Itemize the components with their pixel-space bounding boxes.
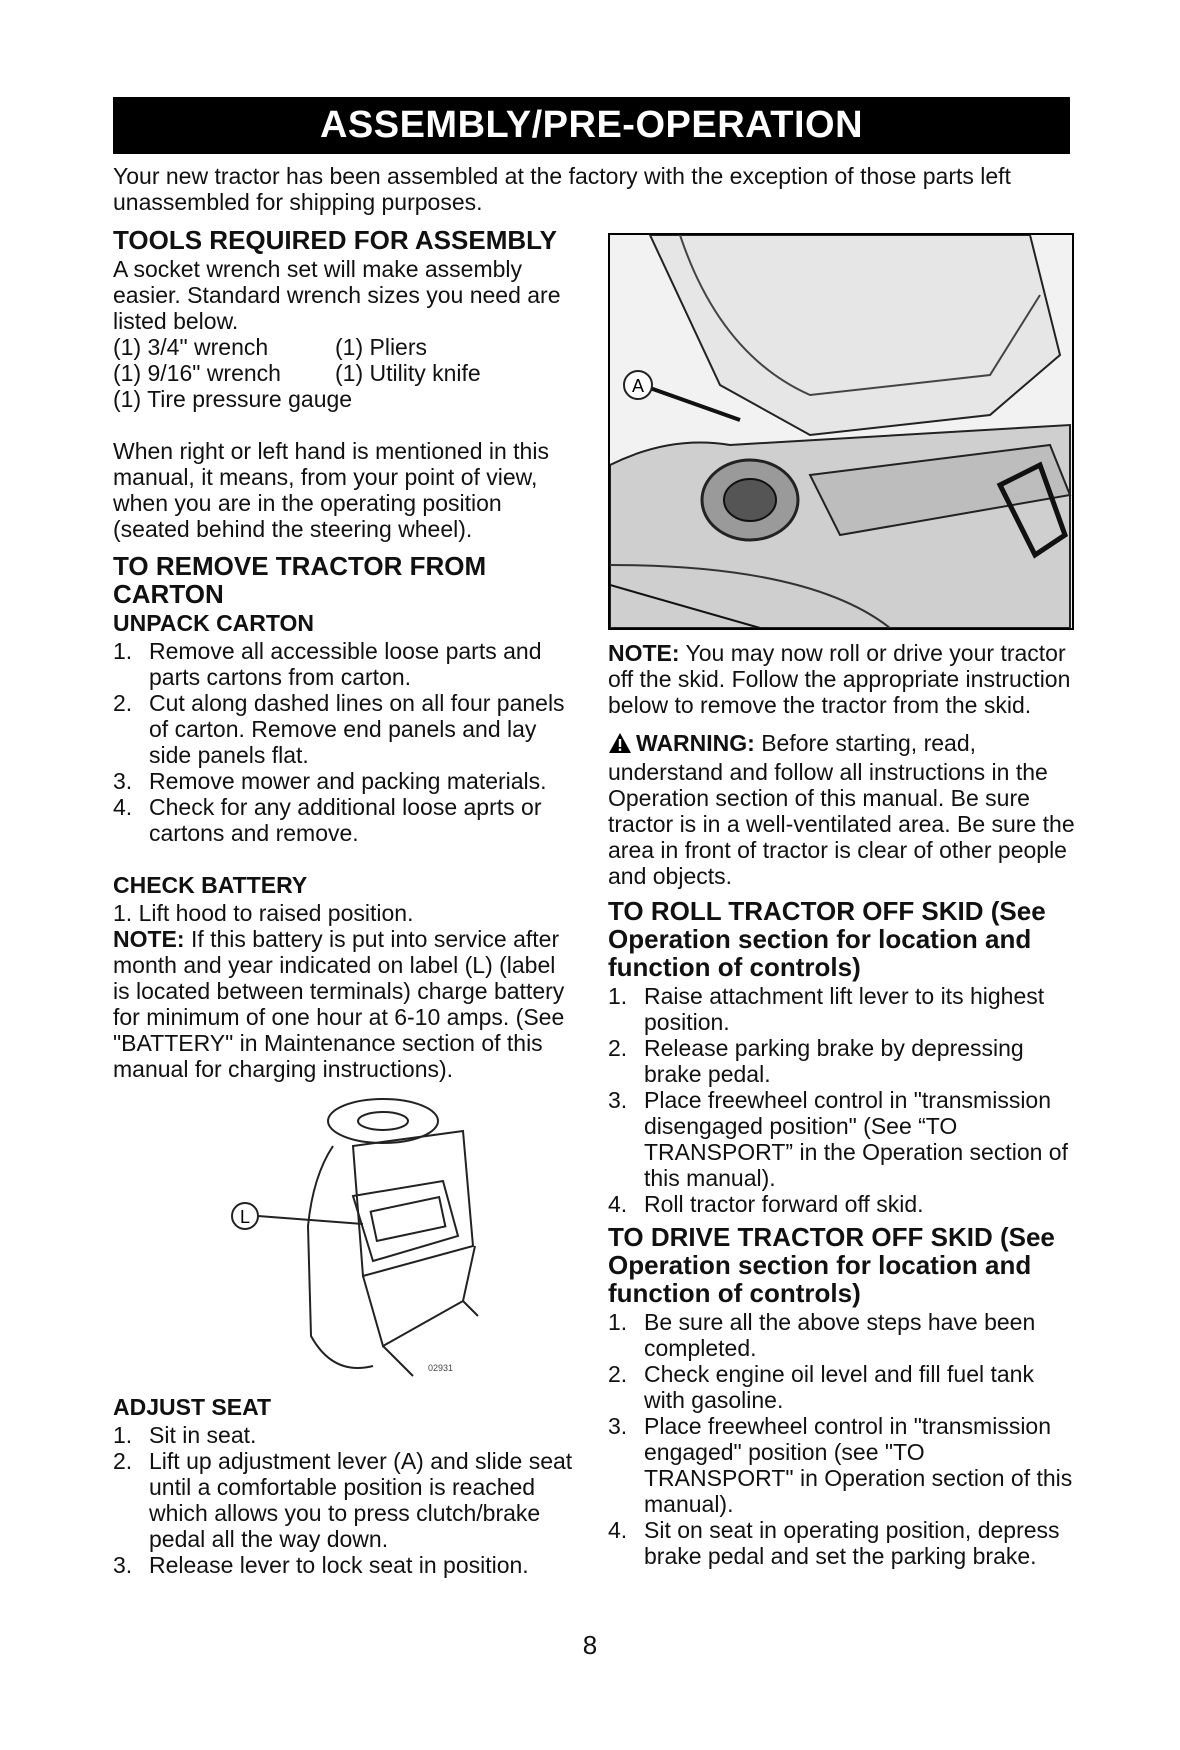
list-item: 3. Release lever to lock seat in position. bbox=[113, 1552, 529, 1578]
intro-text: Your new tractor has been assembled at the factory with the exception of those parts left unassembled for shipping purposes. bbox=[113, 163, 1011, 215]
battery-heading: CHECK BATTERY bbox=[113, 872, 308, 898]
remove-heading: TO REMOVE TRACTOR FROM CARTON bbox=[113, 551, 487, 609]
tool-item: (1) Tire pressure gauge bbox=[113, 386, 353, 412]
drive-heading: TO DRIVE TRACTOR OFF SKID (See Operation section for location and function of controls) bbox=[608, 1222, 1055, 1308]
figure-code: 02931 bbox=[428, 1363, 454, 1373]
list-item: 4. Roll tractor forward off skid. bbox=[608, 1191, 924, 1217]
tool-item: (1) Utility knife bbox=[335, 360, 481, 386]
tool-item: (1) Pliers bbox=[335, 334, 428, 360]
tool-item: (1) 3/4" wrench bbox=[113, 334, 269, 360]
skid-note: NOTE: You may now roll or drive your tractor off the skid. Follow the appropriate instruction below to remove the tractor from the skid. bbox=[608, 640, 1071, 718]
seat-steps bbox=[113, 1422, 575, 1578]
list-item: 3. Remove mower and packing materials. bbox=[113, 768, 547, 794]
callout-l: L bbox=[239, 1207, 251, 1227]
section-title: ASSEMBLY/PRE-OPERATION bbox=[113, 97, 1070, 154]
list-item: 2. Lift up adjustment lever (A) and slide seat until a comfortable position is reached which allows you to press clutch/brake pedal all the way down. bbox=[113, 1448, 573, 1552]
list-item: 3. Place freewheel control in "transmission engaged" position (see "TO TRANSPORT" in Operation section of this manual). bbox=[608, 1413, 1073, 1517]
unpack-heading: UNPACK CARTON bbox=[113, 610, 315, 636]
roll-steps bbox=[608, 983, 1078, 1217]
battery-note: NOTE: If this battery is put into service after month and year indicated on label (L) (label is located between terminals) charge battery for minimum of one hour at 6-10 amps. (See "BATTERY" in Maintenance section of this manual for charging instructions). bbox=[113, 926, 565, 1082]
callout-a: A bbox=[631, 376, 645, 396]
tools-list bbox=[113, 334, 575, 412]
warning-icon bbox=[608, 732, 632, 759]
seat-illustration bbox=[608, 233, 1074, 630]
roll-heading: TO ROLL TRACTOR OFF SKID (See Operation section for location and function of controls) bbox=[608, 896, 1046, 982]
list-item: 2. Check engine oil level and fill fuel tank with gasoline. bbox=[608, 1361, 1034, 1413]
right-column bbox=[608, 640, 1078, 1569]
tool-item: (1) 9/16" wrench bbox=[113, 360, 281, 386]
list-item: 1. Raise attachment lift lever to its highest position. bbox=[608, 983, 1045, 1035]
list-item: 4. Check for any additional loose aprts or cartons and remove. bbox=[113, 794, 542, 846]
hand-note: When right or left hand is mentioned in this manual, it means, from your point of view, when you are in the operating position (seated behind the steering wheel). bbox=[113, 438, 549, 542]
list-item: 4. Sit on seat in operating position, depress brake pedal and set the parking brake. bbox=[608, 1517, 1060, 1569]
list-item: 1. Sit in seat. bbox=[113, 1422, 257, 1448]
seat-heading: ADJUST SEAT bbox=[113, 1394, 272, 1420]
left-column bbox=[113, 222, 575, 1578]
tools-text: A socket wrench set will make assembly easier. Standard wrench sizes you need are listed below. bbox=[113, 256, 561, 334]
page-number: 8 bbox=[582, 1630, 598, 1660]
list-item: 1. Be sure all the above steps have been completed. bbox=[608, 1309, 1036, 1361]
list-item: 3. Place freewheel control in "transmission disengaged position" (See “TO TRANSPORT” in the Operation section of this manual). bbox=[608, 1087, 1068, 1191]
unpack-steps bbox=[113, 638, 575, 846]
battery-step: 1. Lift hood to raised position. bbox=[113, 900, 414, 926]
drive-steps bbox=[608, 1309, 1078, 1569]
list-item: 2. Cut along dashed lines on all four panels of carton. Remove end panels and lay side panels flat. bbox=[113, 690, 565, 768]
warning-text: WARNING: Before starting, read, understand and follow all instructions in the Operation section of this manual. Be sure tractor is in a well-ventilated area. Be sure the area in front of tractor is clear of other people and objects. bbox=[608, 730, 1075, 889]
battery-illustration bbox=[213, 1086, 493, 1386]
tools-heading: TOOLS REQUIRED FOR ASSEMBLY bbox=[113, 225, 557, 255]
list-item: 1. Remove all accessible loose parts and parts cartons from carton. bbox=[113, 638, 542, 690]
list-item: 2. Release parking brake by depressing brake pedal. bbox=[608, 1035, 1024, 1087]
